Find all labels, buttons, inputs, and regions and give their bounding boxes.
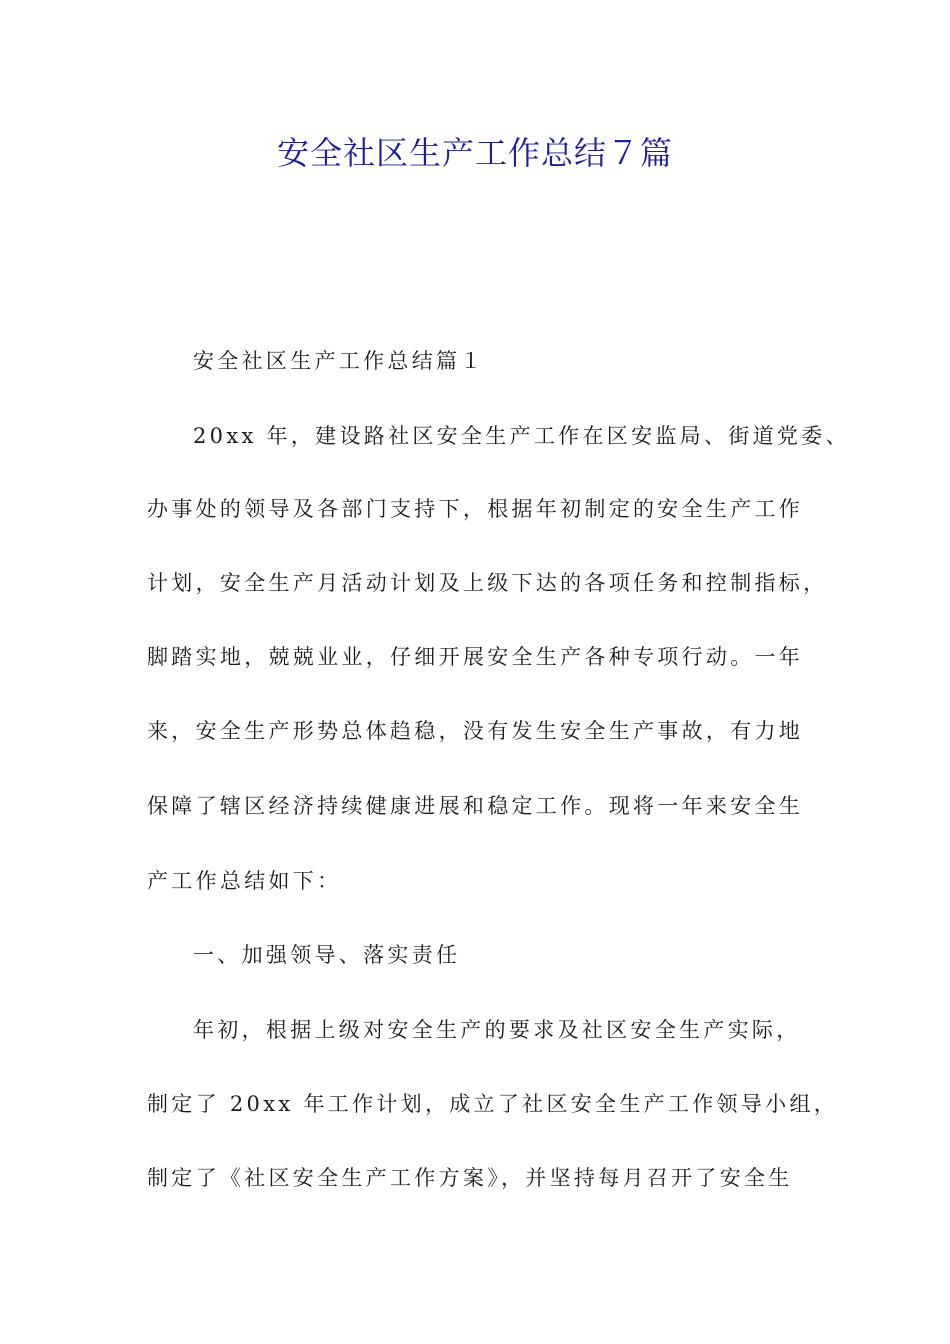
paragraph-line: 产工作总结如下： [147, 869, 342, 893]
paragraph-line: 保障了辖区经济持续健康进展和稳定工作。现将一年来安全生 [147, 794, 804, 818]
document-title: 安全社区生产工作总结７篇 [276, 134, 673, 172]
paragraph-line: 办事处的领导及各部门支持下，根据年初制定的安全生产工作 [147, 497, 804, 521]
paragraph-line: 脚踏实地，兢兢业业，仔细开展安全生产各种专项行动。一年 [147, 645, 804, 669]
paragraph-line: 计划，安全生产月活动计划及上级下达的各项任务和控制指标， [147, 571, 828, 595]
paragraph-line: 制定了《社区安全生产工作方案》，并坚持每月召开了安全生 [147, 1166, 793, 1190]
paragraph-line: 制定了 20xx 年工作计划，成立了社区安全生产工作领导小组， [147, 1092, 839, 1116]
paragraph-line: 20xx 年，建设路社区安全生产工作在区安监局、街道党委、 [193, 424, 850, 448]
paragraph-line: 来，安全生产形势总体趋稳，没有发生安全生产事故，有力地 [147, 719, 804, 743]
paragraph-line: 年初，根据上级对安全生产的要求及社区安全生产实际， [193, 1018, 801, 1042]
subsection-heading: 一、加强领导、落实责任 [193, 943, 461, 967]
section-heading: 安全社区生产工作总结篇１ [193, 349, 485, 373]
